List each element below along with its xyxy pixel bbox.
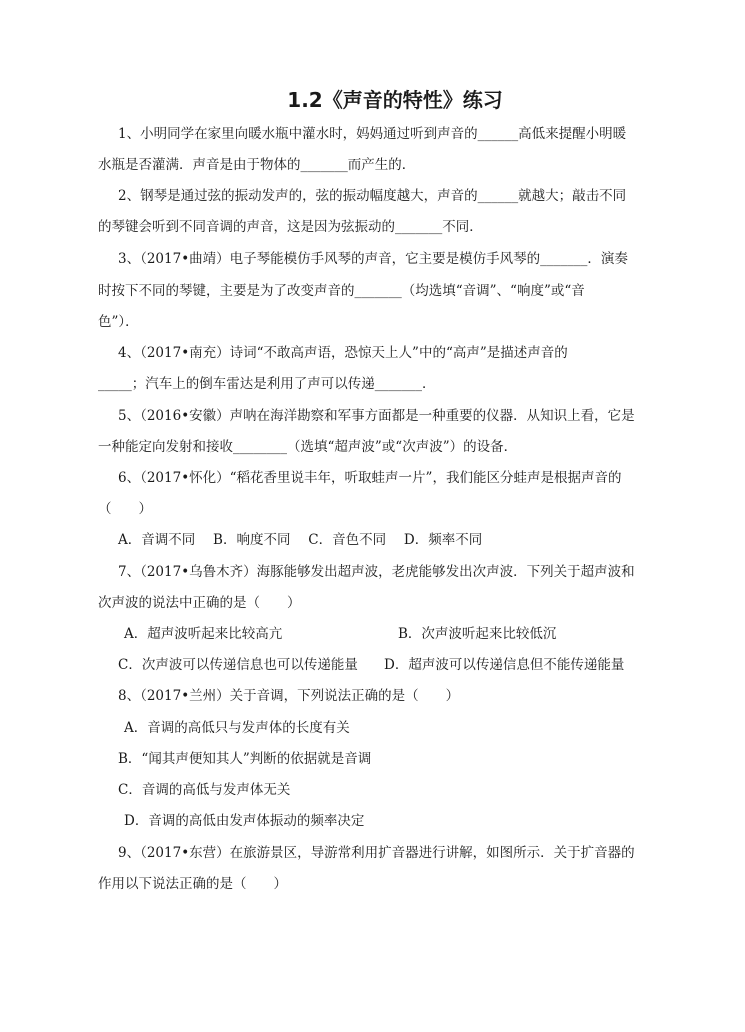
text-line: 8、（2017•兰州）关于音调，下列说法正确的是（ ） bbox=[118, 688, 460, 704]
text-line: 3、（2017•曲靖）电子琴能模仿手风琴的声音，它主要是模仿手风琴的_______．演奏 bbox=[118, 251, 628, 267]
text-line: C．次声波可以传递信息也可以传递能量 bbox=[118, 657, 358, 673]
text-line: 2、钢琴是通过弦的振动发声的，弦的振动幅度越大，声音的______就越大；敲击不同 bbox=[118, 188, 627, 204]
text-line: A．音调的高低只与发声体的长度有关 bbox=[124, 720, 350, 736]
text-line: 一种能定向发射和接收________（选填“超声波”或“次声波”）的设备． bbox=[98, 439, 518, 455]
text-line: C．音调的高低与发声体无关 bbox=[118, 782, 291, 798]
text-line: D．音调的高低由发声体振动的频率决定 bbox=[124, 813, 365, 829]
text-line: A．超声波听起来比较高亢 bbox=[124, 626, 283, 642]
text-line: 4、（2017•南充）诗词“不敢高声语，恐惊天上人”中的“高声”是描述声音的 bbox=[118, 345, 568, 361]
text-line: D．超声波可以传递信息但不能传递能量 bbox=[384, 657, 625, 673]
text-line: 5、（2016•安徽）声呐在海洋勘察和军事方面都是一种重要的仪器．从知识上看，它是 bbox=[118, 408, 635, 424]
text-line: 次声波的说法中正确的是（ ） bbox=[98, 595, 301, 611]
text-line: 7、（2017•乌鲁木齐）海豚能够发出超声波，老虎能够发出次声波．下列关于超声波和 bbox=[118, 564, 635, 580]
text-line: B．次声波听起来比较低沉 bbox=[398, 626, 557, 642]
text-line: 的琴键会听到不同音调的声音，这是因为弦振动的_______不同． bbox=[98, 219, 483, 235]
text-line: _____；汽车上的倒车雷达是利用了声可以传递_______． bbox=[98, 376, 436, 392]
text-line: 时按下不同的琴键，主要是为了改变声音的_______（均选填“音调”、“响度”或“音 bbox=[98, 283, 585, 299]
text-line: 1、小明同学在家里向暖水瓶中灌水时，妈妈通过听到声音的______高低来提醒小明暖 bbox=[118, 126, 627, 142]
page-title: 1.2《声音的特性》练习 bbox=[287, 88, 503, 112]
text-line: 9、（2017•东营）在旅游景区，导游常利用扩音器进行讲解，如图所示．关于扩音器的 bbox=[118, 845, 635, 861]
text-line: 水瓶是否灌满．声音是由于物体的_______而产生的． bbox=[98, 157, 416, 173]
text-line: 色”）． bbox=[98, 314, 139, 330]
text-line: （ ） bbox=[98, 501, 152, 517]
text-line: 6、（2017•怀化）“稻花香里说丰年，听取蛙声一片”，我们能区分蛙声是根据声音的 bbox=[118, 470, 622, 486]
text-line: 作用以下说法正确的是（ ） bbox=[98, 876, 287, 892]
text-line: A．音调不同 B．响度不同 C．音色不同 D．频率不同 bbox=[118, 532, 483, 548]
text-line: B．“闻其声便知其人”判断的依据就是音调 bbox=[118, 751, 372, 767]
